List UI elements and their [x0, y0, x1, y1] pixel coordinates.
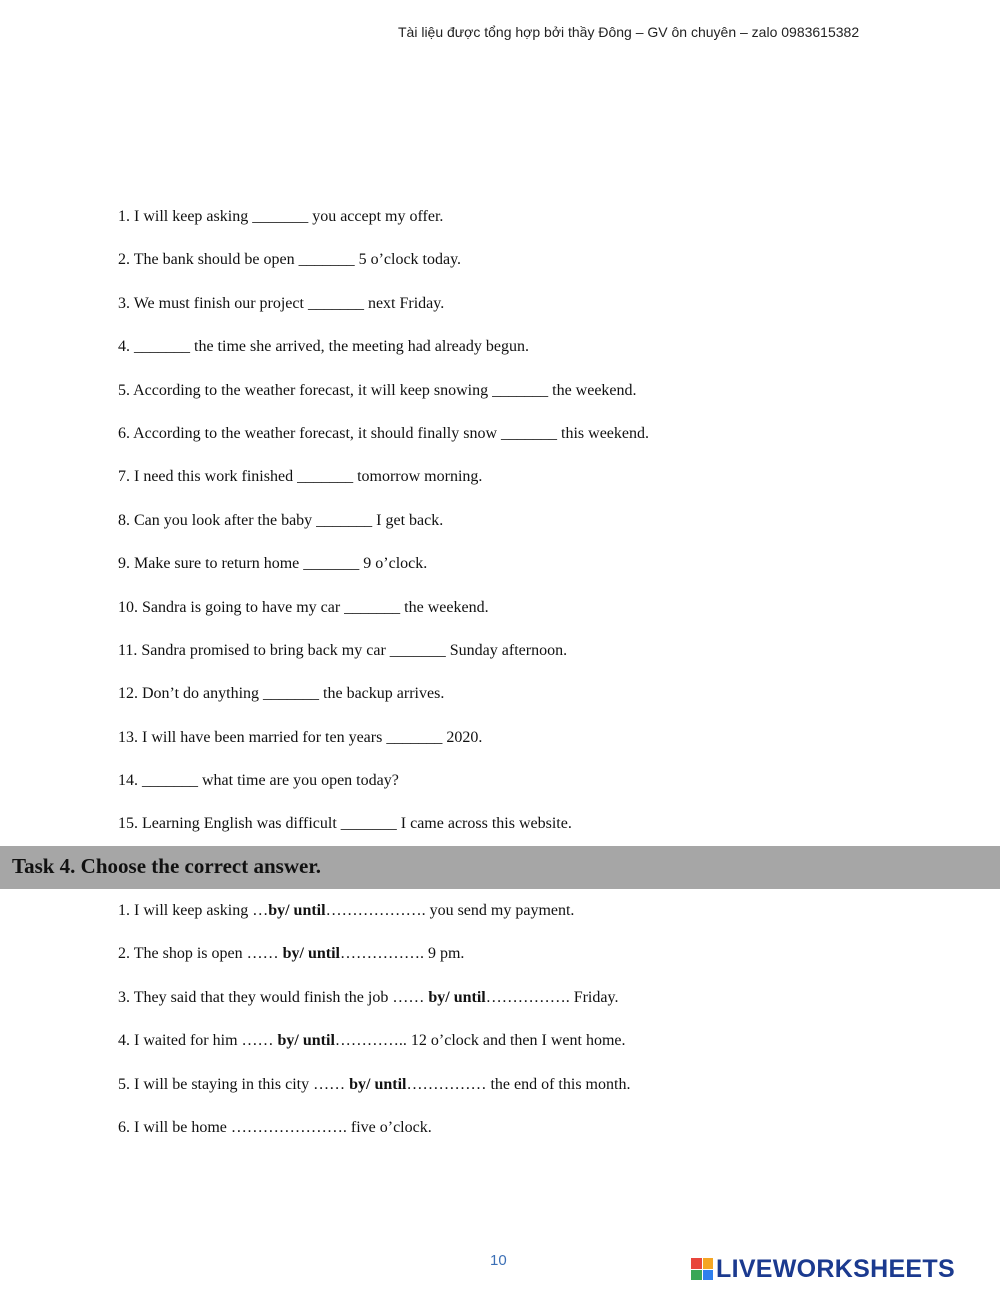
task3-question-7: 7. I need this work finished _______ tomorrow morning.	[118, 468, 483, 486]
question-text: 3. They said that they would finish the job ……	[118, 988, 429, 1006]
task4-heading-bar	[0, 846, 1000, 889]
task4-question-6	[118, 1118, 630, 1137]
task3-question-10: 10. Sandra is going to have my car _______ the weekend.	[118, 598, 489, 616]
question-text: 1. I will keep asking …	[118, 902, 269, 919]
liveworksheets-logo-icon	[691, 1258, 713, 1280]
task4-title: Task 4. Choose the correct answer.	[12, 854, 321, 878]
task4-question-1	[118, 901, 630, 920]
task4-question-4	[118, 1031, 630, 1050]
task4-question-3	[118, 988, 630, 1007]
answer-options: by/ until	[349, 1075, 407, 1093]
task3-question-3: 3. We must finish our project _______ next Friday.	[118, 294, 445, 312]
task3-question-14: 14. _______ what time are you open today?	[118, 772, 399, 790]
answer-options: by/ until	[282, 945, 340, 963]
question-text: …………… the end of this month.	[406, 1075, 631, 1093]
task3-question-8: 8. Can you look after the baby _______ I get back.	[118, 511, 444, 529]
task3-question-13: 13. I will have been married for ten years _______ 2020.	[118, 728, 483, 746]
question-text: 5. I will be staying in this city ……	[118, 1075, 350, 1093]
task3-question-6: 6. According to the weather forecast, it should finally snow _______ this weekend.	[118, 424, 649, 442]
task4-question-list	[118, 901, 630, 1161]
task3-question-9: 9. Make sure to return home _______ 9 o’clock.	[118, 555, 428, 573]
answer-options: by/ until	[268, 902, 326, 919]
question-text: ……………. Friday.	[485, 988, 619, 1006]
task3-question-list	[118, 207, 649, 858]
task4-question-2	[118, 944, 630, 963]
task3-question-4: 4. _______ the time she arrived, the meeting had already begun.	[118, 338, 529, 356]
question-text: ………………. you send my payment.	[325, 902, 575, 919]
header-note: Tài liệu được tổng hợp bởi thầy Đông – GV ôn chuyên – zalo 0983615382	[398, 24, 860, 40]
task4-question-5	[118, 1075, 630, 1094]
question-text: 2. The shop is open ……	[118, 945, 283, 963]
question-text: ………….. 12 o’clock and then I went home.	[334, 1032, 626, 1050]
brand-name: LIVEWORKSHEETS	[716, 1255, 955, 1283]
task3-question-2: 2. The bank should be open _______ 5 o’clock today.	[118, 251, 462, 269]
task3-question-15: 15. Learning English was difficult _______ I came across this website.	[118, 815, 572, 833]
answer-options: by/ until	[428, 988, 486, 1006]
question-text: ……………. 9 pm.	[339, 945, 465, 963]
question-text: 4. I waited for him ……	[118, 1032, 278, 1050]
liveworksheets-brand	[691, 1255, 955, 1283]
task3-question-5: 5. According to the weather forecast, it will keep snowing _______ the weekend.	[118, 381, 637, 399]
question-text: 6. I will be home …………………. five o’clock.	[118, 1118, 432, 1136]
answer-options: by/ until	[277, 1032, 335, 1050]
page-number: 10	[490, 1252, 507, 1269]
task3-question-12: 12. Don’t do anything _______ the backup arrives.	[118, 685, 445, 703]
task3-question-1: 1. I will keep asking _______ you accept my offer.	[118, 208, 444, 225]
task3-question-11: 11. Sandra promised to bring back my car _______ Sunday afternoon.	[118, 641, 568, 659]
